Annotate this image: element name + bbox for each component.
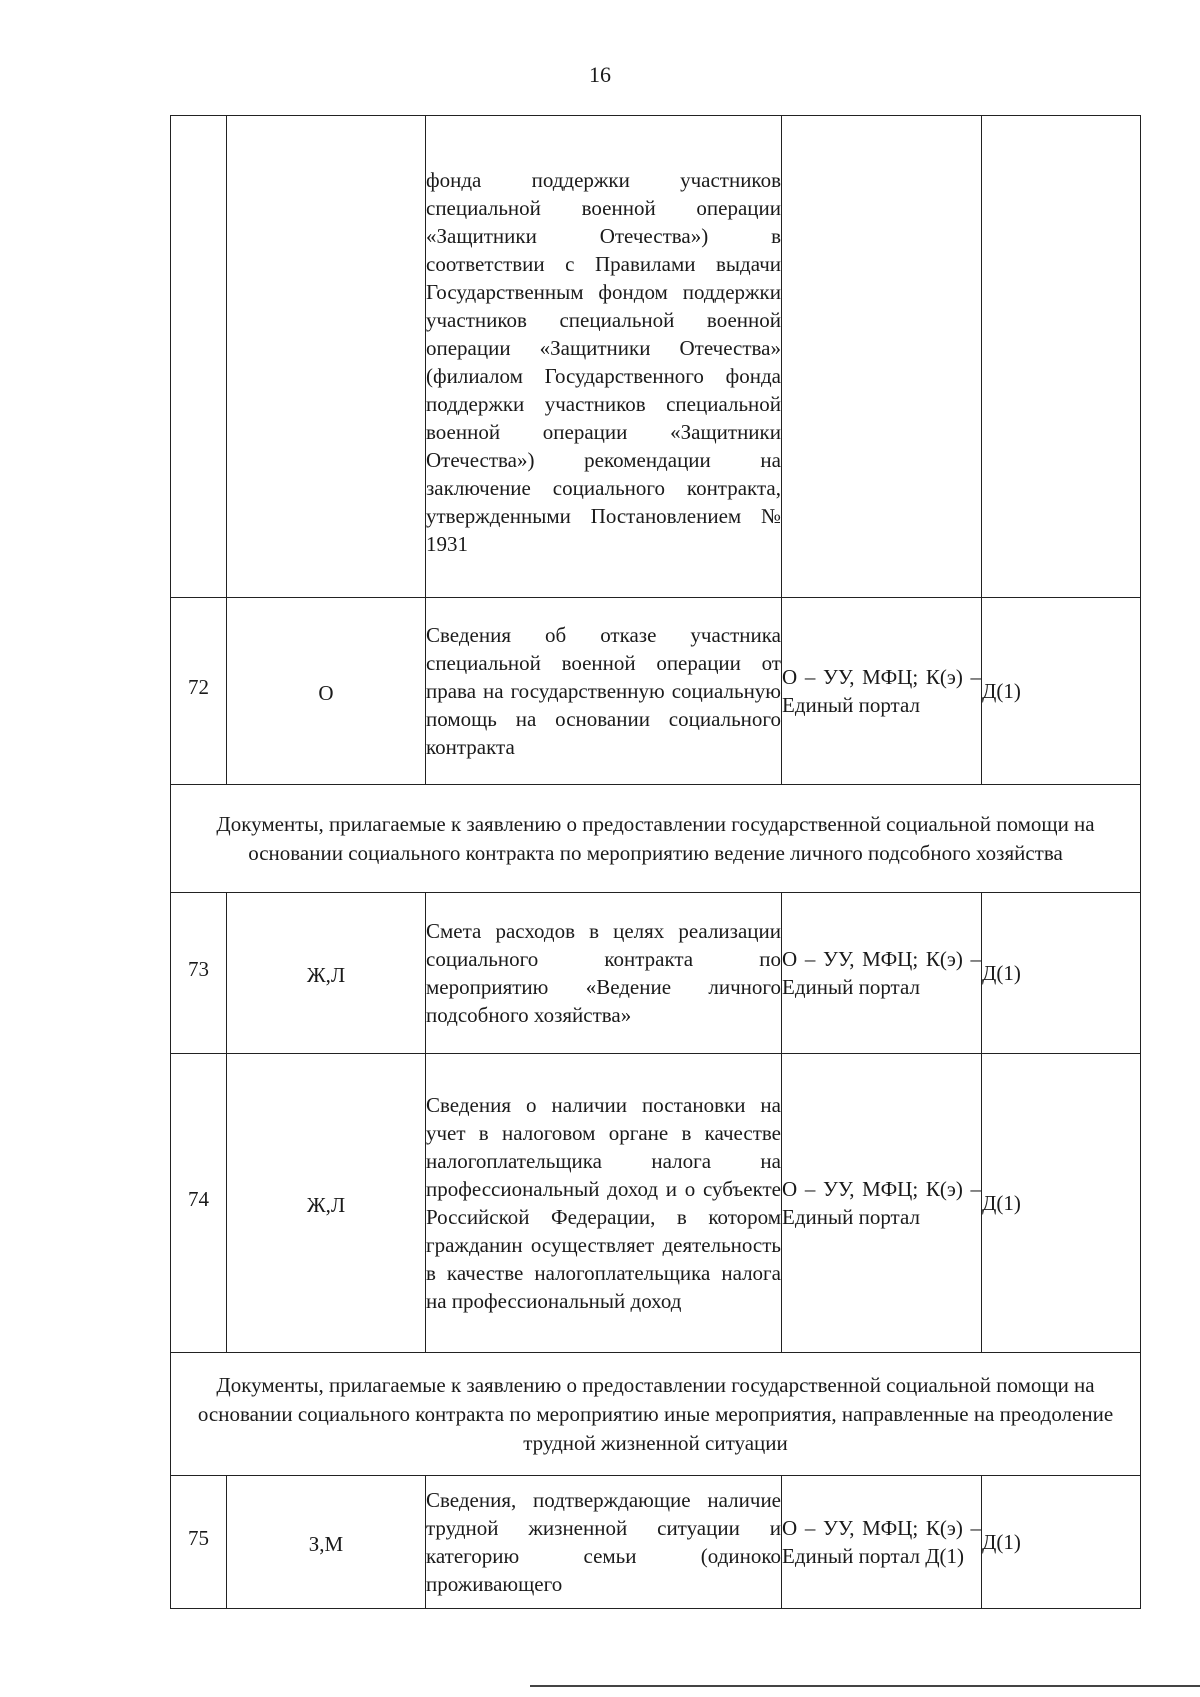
table-row [171,1054,1141,1353]
row-number [171,116,227,598]
row-number [171,598,227,785]
table-row [171,1476,1141,1609]
row-description: Сведения о наличии постановки на учет в налоговом органе в качестве налогоплательщика налога на профессиональный доход и о субъекте Российской Федерации, в котором гражданин осуществляет деятельность в качестве налогоплательщика налога на профессиональный доход [426,1054,782,1353]
section-heading-row [171,785,1141,893]
row-description: Сведения, подтверждающие наличие трудной жизненной ситуации и категорию семьи (одиноко проживающего [426,1476,782,1609]
row-code [227,598,426,785]
row-doc-type: Д(1) [982,893,1141,1054]
row-number-label: 72 [188,675,209,699]
documents-table [170,115,1141,1609]
row-where-submitted: О – УУ, МФЦ; К(э) – Единый портал Д(1) [782,1476,982,1609]
table-row [171,598,1141,785]
row-description: фонда поддержки участников специальной военной операции «Защитники Отечества») в соответствии с Правилами выдачи Государственным фондом поддержки участников специальной военной операции «Защитники Отечества» (филиалом Государственного фонда поддержки участников специальной военной операции «Защитники Отечества») рекомендации на заключение социального контракта, утвержденными Постановлением № 1931 [426,116,782,598]
table-row [171,116,1141,598]
row-doc-type: Д(1) [982,1054,1141,1353]
row-description: Сведения об отказе участника специальной военной операции от права на государственную социальную помощь на основании социального контракта [426,598,782,785]
row-code [227,1054,426,1353]
row-number [171,893,227,1054]
row-where-submitted: О – УУ, МФЦ; К(э) – Единый портал [782,598,982,785]
row-doc-type [982,116,1141,598]
page-number: 16 [589,62,611,87]
row-description: Смета расходов в целях реализации социального контракта по мероприятию «Ведение личного подсобного хозяйства» [426,893,782,1054]
row-number [171,1476,227,1609]
row-number [171,1054,227,1353]
row-number-label: 73 [188,957,209,981]
row-number-label: 75 [188,1526,209,1550]
row-where-submitted: О – УУ, МФЦ; К(э) – Единый портал [782,893,982,1054]
row-code [227,1476,426,1609]
row-code-label: О [318,681,334,705]
row-doc-type: Д(1) [982,598,1141,785]
row-code-label: Ж,Л [306,1193,346,1217]
row-code [227,116,426,598]
row-doc-type: Д(1) [982,1476,1141,1609]
row-number-label: 74 [188,1187,209,1211]
section-heading: Документы, прилагаемые к заявлению о предоставлении государственной социальной помощи на основании социального контракта по мероприятию иные мероприятия, направленные на преодоление трудной жизненной ситуации [171,1353,1141,1476]
row-code [227,893,426,1054]
row-code-label: З,М [308,1532,344,1556]
row-where-submitted [782,116,982,598]
row-where-submitted: О – УУ, МФЦ; К(э) – Единый портал [782,1054,982,1353]
section-heading: Документы, прилагаемые к заявлению о предоставлении государственной социальной помощи на основании социального контракта по мероприятию ведение личного подсобного хозяйства [171,785,1141,893]
row-code-label: Ж,Л [306,963,346,987]
bottom-rule [530,1685,1200,1687]
table-row [171,893,1141,1054]
section-heading-row [171,1353,1141,1476]
